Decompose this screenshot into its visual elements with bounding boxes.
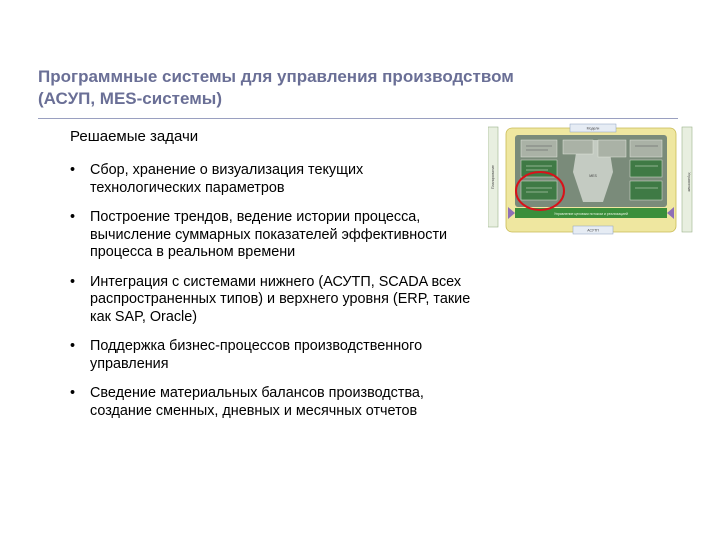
list-item bbox=[70, 274, 510, 327]
bullet-dot: • bbox=[70, 273, 76, 290]
mes-architecture-diagram bbox=[488, 122, 693, 237]
module-box bbox=[630, 160, 662, 177]
bullet-dot: • bbox=[70, 209, 76, 225]
slide-title-line1: Программные системы для управления производством bbox=[38, 67, 514, 86]
bullet-line: Построение трендов, ведение истории процесса, bbox=[90, 209, 421, 225]
bullet-dot: • bbox=[70, 385, 76, 401]
subheading: Решаемые задачи bbox=[70, 128, 199, 145]
bullet-dot: • bbox=[70, 162, 76, 178]
bullet-line: как SAP, Oracle) bbox=[90, 308, 198, 325]
bullet-line: Сведение материальных балансов производства, bbox=[90, 385, 424, 401]
module-box bbox=[563, 140, 593, 154]
bottom-label: АСУТП bbox=[587, 228, 599, 233]
bullet-dot: • bbox=[70, 338, 76, 354]
workflow-bar-label: Управление цеховым потоком и реализацией bbox=[553, 211, 629, 216]
bullet-line: вычисление суммарных показателей эффективности bbox=[90, 226, 448, 243]
bullet-line: технологических параметров bbox=[90, 179, 285, 196]
bullet-line: управления bbox=[90, 355, 169, 372]
bullet-line: Интеграция с системами нижнего (АСУТП, SCADA всех bbox=[90, 273, 462, 290]
module-box bbox=[521, 140, 557, 157]
list-item bbox=[70, 209, 510, 262]
center-label: MES bbox=[589, 174, 597, 178]
list-item bbox=[70, 338, 510, 373]
bullet-line: Поддержка бизнес-процессов производственного bbox=[90, 338, 423, 354]
slide-title-line2: (АСУП, MES-системы) bbox=[38, 89, 222, 108]
module-box bbox=[630, 140, 662, 157]
bullet-line: распространенных типов) и верхнего уровня (ERP, такие bbox=[90, 291, 471, 307]
slide-title bbox=[38, 66, 598, 110]
module-box bbox=[630, 181, 662, 200]
module-box bbox=[598, 140, 626, 157]
list-item bbox=[70, 385, 510, 420]
bullet-line: процесса в реальном времени bbox=[90, 244, 296, 260]
bullet-list bbox=[70, 162, 510, 432]
module-box bbox=[521, 181, 557, 200]
left-side-label: Планирование bbox=[491, 165, 495, 189]
bullet-line: Сбор, хранение о визуализация текущих bbox=[90, 162, 364, 178]
title-divider bbox=[38, 118, 678, 119]
right-side-label: Управление bbox=[687, 172, 691, 192]
top-label: Модели bbox=[586, 126, 600, 131]
bullet-line: создание сменных, дневных и месячных отчетов bbox=[90, 402, 418, 419]
list-item bbox=[70, 162, 510, 197]
